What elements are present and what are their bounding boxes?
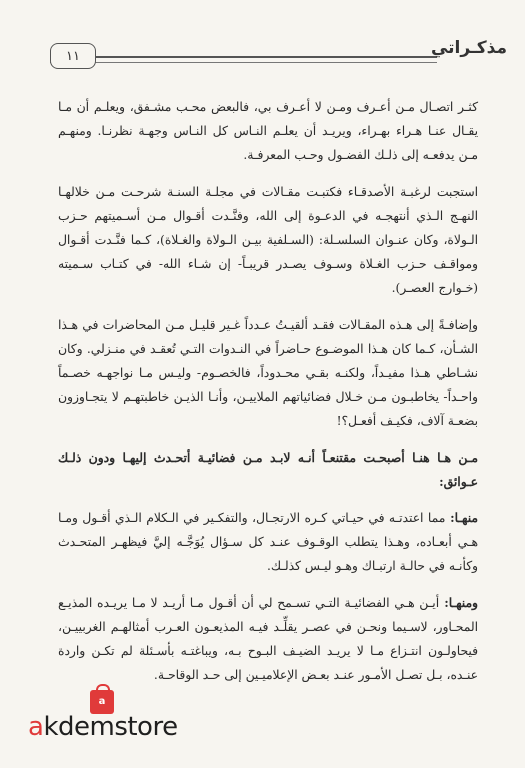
logo-rest: kdemstore — [43, 712, 178, 742]
page-number: ١١ — [50, 43, 96, 69]
item-lead: ومنهـا: — [439, 594, 478, 610]
paragraph-1: كثـر اتصـال مـن أعـرف ومـن لا أعـرف بي، فالبعض محـب مشـفق، ويعلـم أن مـا يقـال عنـا هـراء بهـراء، ويريـد أن يعلـم النـاس كل النـاس وجهـة نظرنـا. ومنهـم مـن يدفعـه إلى ذلـك الفضـول وحـب المعرفـة. — [58, 100, 478, 163]
page-header — [0, 0, 525, 80]
page-body — [58, 95, 478, 699]
logo-accent-letter: a — [28, 712, 44, 742]
list-item — [58, 591, 478, 688]
item-lead: منهـا: — [445, 510, 478, 526]
paragraph-3: وإضافـةً إلى هـذه المقـالات فقـد ألقيـتُ عـدداً غـير قليـل مـن المحاضرات في هـذا الشـأن، كـما كان هـذا الموضـوع حـاضراً في النـدوات التـي تُعقـد في منـزلي. وكان نشـاطي هـذا مفيـداً، ولكنـه بقـي محـدوداً، فالخصـوم- وليـس مـا نواجهـه خصـماً واحـداً- يخاطبـون مـن خـلال فضائياتهم الملاييـن، وأنـا الذيـن خاطبتهـم لا يتجـاوزون بضعـة آلاف، فكيـف أفعـل؟! — [58, 317, 478, 429]
item-text: مما اعتدتـه في حيـاتي كـره الارتجـال، والتفكـير في الـكلام الـذي أقـول ومـا هـي أبعـاده، وهـذا يتطلب الوقـوف عنـد كل سـؤال يُوَجَّـه إليَّ فيظهـر المتحـدث وكأنـه في حالـة ارتبـاك وهـو ليـس كذلـك. — [58, 511, 478, 574]
logo-badge-letter: a — [98, 696, 106, 707]
paragraph-2: استجبت لرغبـة الأصدقـاء فكتبـت مقـالات في مجلـة السنـة شرحـت مـن خلالهـا النهـج الـذي أنتهجـه في الدعـوة إلى الله، وفنَّـدت أقـوال مـن أسـميتهم حـزب الـولاة، وكان عنـوان السلسـلة: (السـلفية بيـن الـولاة والغـلاة)، كـما فنَّـدت أقـوال ومواقـف حـزب الغـلاة وسـوف يصـدر قريبـاً- إن شـاء الله- في كتـاب سـميته (خـوارج العصـر). — [58, 184, 478, 296]
running-title: مذكـراتي — [430, 38, 507, 58]
header-rule-thin — [50, 62, 437, 63]
akdemstore-logo — [28, 690, 218, 750]
logo-wordmark — [28, 712, 178, 742]
shopping-bag-icon — [90, 690, 114, 714]
header-rule — [50, 56, 437, 58]
item-text: أيـن هـي الفضائيـة التـي تسـمح لي أن أقـول مـا أريـد لا مـا يريـده المذيـع المحـاور، لاسـيما ونحـن في عصـر يقلِّـد فيـه المذيعـون العـرب أمثالهـم الغربييـن، فيحاولـون انتـزاع مـا لا يريـد الضيـف البـوح بـه، ويباغتـه بأسـئلة لم تكـن واردة عنـده، بـل تصـل الأمـور عنـد بعـض الإعلاميـين إلى حـد الوقاحـة. — [58, 595, 478, 683]
section-heading: مـن هـا هنـا أصبحـت مقتنعـاً أنـه لابـد مـن فضائيـة أتحـدث إليهـا ودون ذلـك عـوائق: — [58, 449, 478, 489]
list-item — [58, 506, 478, 579]
